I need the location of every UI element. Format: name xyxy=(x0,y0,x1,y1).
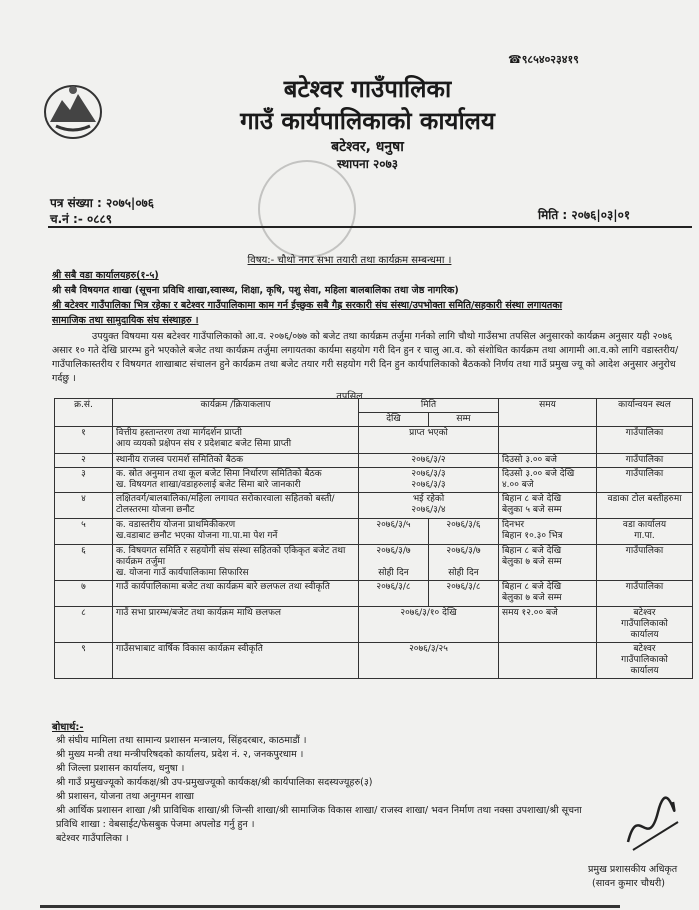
cell-program: गाउँ सभा प्रारम्भ/बजेट तथा कार्यक्रम माथि छलफल xyxy=(113,607,359,643)
table-row xyxy=(55,454,693,468)
office-seal-stamp xyxy=(258,160,356,258)
cc-heading: बोधार्थ:- xyxy=(52,722,84,733)
addressee-4: सामाजिक तथा सामुदायिक संघ संस्थाहरु । xyxy=(52,315,199,326)
cell-date: २०७६/३/१० देखि xyxy=(359,607,499,643)
cell-venue: गाउँपालिका xyxy=(597,581,693,607)
column-header-venue: कार्यान्वयन स्थल xyxy=(597,399,693,427)
cell-venue: बटेश्वर गाउँपालिकाको कार्यालय xyxy=(597,643,693,679)
letter-date: मिति : २०७६|०३|०१ xyxy=(538,208,631,222)
cc-item: बटेश्वर गाउँपालिका । xyxy=(56,833,129,844)
cell-date-from: २०७६/३/८ xyxy=(359,581,429,607)
handwritten-signature xyxy=(618,792,688,862)
addressee-1: श्री सबै वडा कार्यालयहरु(१-५) xyxy=(52,270,159,281)
cc-item: प्रविधि शाखा : वेबसाईट/फेसबुक पेजमा अपलोड गर्नु हुन । xyxy=(56,819,255,830)
cell-date-to: २०७६/३/७ सोही दिन xyxy=(429,545,499,581)
cell-venue: गाउँपालिका xyxy=(597,468,693,493)
table-row xyxy=(55,643,693,679)
cell-sn: १ xyxy=(55,427,113,454)
cell-sn: ४ xyxy=(55,493,113,519)
cell-sn: ७ xyxy=(55,581,113,607)
cell-date-from: २०७६/३/५ xyxy=(359,519,429,545)
table-row xyxy=(55,581,693,607)
letter-body: उपयुक्त विषयमा यस बटेश्वर गाउँपालिकाको आ.व. २०७६/०७७ को बजेट तथा कार्यक्रम तर्जुमा गर्नको लागि चौथो गाउँसभा तपसिल अनुसारको कार्यक्रम अनुसार यही २०७६ असार १० गते देखि प्रारम्भ हुने भएकोले बजेट तथा कार्यक्रम तर्जुमा लगायतका कार्यमा सहयोग गरी दिन हुन र चालु आ.व. को संशोधित कार्यक्रम तथा आगामी आ.व.को लागि वडास्तरीय/गाउँपालिकास्तरीय र विषयगत शाखाबाट संचालन हुने कार्यक्रम तथा बजेट तयार गरी सहयोग गरी दिन हुन कार्यपालिकाको बैठकको निर्णय तथा गाउँ प्रमुख ज्यू को आदेश अनुसार अनुरोध गर्दछु । xyxy=(52,331,679,384)
cell-venue: वडाका टोल बस्तीहरुमा xyxy=(597,493,693,519)
cell-program: लक्षितवर्ग/बालबालिका/महिला लगायत सरोकारवाला सहितको बस्ती/टोलस्तरमा योजना छनौट xyxy=(113,493,359,519)
table-row xyxy=(55,607,693,643)
column-header-from: देखि xyxy=(359,413,429,427)
cc-item: श्री जिल्ला प्रशासन कार्यालय, धनुषा । xyxy=(56,763,185,774)
cell-venue: गाउँपालिका xyxy=(597,427,693,454)
cc-item: श्री मुख्य मन्त्री तथा मन्त्रीपरिषदको कार्यालय, प्रदेश नं. २, जनकपुरधाम । xyxy=(56,749,304,760)
cell-time: दिउसो ३.०० बजे xyxy=(499,454,597,468)
cell-date: भई रहेको २०७६/३/४ xyxy=(359,493,499,519)
cell-time: समय १२.०० बजे xyxy=(499,607,597,643)
table-row xyxy=(55,427,693,454)
table-row xyxy=(55,545,693,581)
cell-venue: गाउँपालिका xyxy=(597,454,693,468)
cell-date-to: २०७६/३/६ xyxy=(429,519,499,545)
column-header-time: समय xyxy=(499,399,597,427)
addressee-2: श्री सबै विषयगत शाखा (सूचना प्रविधि शाखा,स्वास्थ्य, शिक्षा, कृषि, पशु सेवा, महिला बालबालिका तथा जेष्ठ नागरिक) xyxy=(52,285,459,296)
cell-sn: ६ xyxy=(55,545,113,581)
cell-time xyxy=(499,427,597,454)
reference-number: पत्र संख्या : २०७५|०७६ xyxy=(50,196,155,210)
established-year: स्थापना २०७३ xyxy=(337,157,398,171)
subject-line: विषय:- चौथो नगर सभा तयारी तथा कार्यक्रम सम्बन्धमा । xyxy=(247,255,452,266)
signatory-title: प्रमुख प्रशासकीय अधिकृत xyxy=(588,864,678,875)
cell-program: क. विषयगत समिति र सहयोगी संघ संस्था सहितको एकिकृत बजेट तथा कार्यक्रम तर्जुमा ख. योजना गाउँ कार्यपालिकामा सिफारिस xyxy=(113,545,359,581)
phone-number: ☎९८५४०२३४१९ xyxy=(508,53,579,66)
cell-program: क. स्रोत अनुमान तथा कूल बजेट सिमा निर्धारण समितिको बैठक ख. विषयगत शाखा/वडाहरुलाई बजेट सिमा बारे जानकारी xyxy=(113,468,359,493)
column-header-sn: क्र.सं. xyxy=(55,399,113,427)
header-divider xyxy=(48,226,692,228)
cell-time: बिहान ८ बजे देखि बेलुका ७ बजे सम्म xyxy=(499,581,597,607)
cell-time xyxy=(499,643,597,679)
table-row xyxy=(55,468,693,493)
cell-program: वित्तीय हस्तान्तरण तथा मार्गदर्शन प्राप्ती आय व्ययको प्रक्षेपन संघ र प्रदेशबाट बजेट सिमा प्राप्ती xyxy=(113,427,359,454)
office-address: बटेश्वर, धनुषा xyxy=(331,139,404,155)
cell-venue: बटेश्वर गाउँपालिकाको कार्यालय xyxy=(597,607,693,643)
office-name: गाउँ कार्यपालिकाको कार्यालय xyxy=(240,107,495,135)
cell-time: बिहान ८ बजे देखि बेलुका ७ बजे सम्म xyxy=(499,545,597,581)
dispatch-number: च.नं :- ०८८९ xyxy=(50,212,112,226)
schedule-label: तपसिल xyxy=(336,391,363,402)
cell-program: स्थानीय राजस्व परामर्श समितिको बैठक xyxy=(113,454,359,468)
cell-sn: ५ xyxy=(55,519,113,545)
cell-time: दिनभर बिहान १०.३० भित्र xyxy=(499,519,597,545)
column-header-to: सम्म xyxy=(429,413,499,427)
column-header-date: मिति xyxy=(359,399,499,413)
cell-time: बिहान ८ बजे देखि बेलुका ५ बजे सम्म xyxy=(499,493,597,519)
cell-sn: ८ xyxy=(55,607,113,643)
cell-program: गाउँसभाबाट वार्षिक विकास कार्यक्रम स्वीकृति xyxy=(113,643,359,679)
footer-divider xyxy=(40,905,620,908)
cc-item: श्री गाउँ प्रमुखज्यूको कार्यकक्ष/श्री उप-प्रमुखज्यूको कार्यकक्ष/श्री कार्यपालिका सदस्यज्यूहरु(३) xyxy=(56,777,373,788)
cell-date: २०७६/३/२५ xyxy=(359,643,499,679)
cell-date: २०७६/३/२ xyxy=(359,454,499,468)
cell-date: प्राप्त भएको xyxy=(359,427,499,454)
cell-time: दिउसो ३.०० बजे देखि ४.०० बजे xyxy=(499,468,597,493)
organization-name: बटेश्वर गाउँपालिका xyxy=(283,75,452,103)
cell-date-from: २०७६/३/७ सोही दिन xyxy=(359,545,429,581)
cell-sn: ३ xyxy=(55,468,113,493)
table-row xyxy=(55,493,693,519)
cell-sn: २ xyxy=(55,454,113,468)
cell-date-to: २०७६/३/८ xyxy=(429,581,499,607)
cell-date: २०७६/३/३ २०७६/३/३ xyxy=(359,468,499,493)
cell-venue: वडा कार्यालय गा.पा. xyxy=(597,519,693,545)
cc-item: श्री प्रशासन, योजना तथा अनुगमन शाखा xyxy=(56,791,195,802)
addressee-3: श्री बटेश्वर गाउँपालिका भित्र रहेका र बटेश्वर गाउँपालिकामा काम गर्न ईच्छुक सबै गैह्र सरकारी संघ संस्था/उपभोक्ता समिति/सहकारी संस्था लगायतका xyxy=(52,300,563,311)
column-header-program: कार्यक्रम /क्रियाकलाप xyxy=(113,399,359,427)
schedule-table xyxy=(54,398,693,679)
cc-item: श्री आर्थिक प्रशासन शाखा /श्री प्राविधिक शाखा/श्री जिन्सी शाखा/श्री सामाजिक विकास शाखा/ राजस्व शाखा/ भवन निर्माण तथा नक्सा उपशाखा/श्री सूचना xyxy=(56,805,582,816)
cc-item: श्री संघीय मामिला तथा सामान्य प्रशासन मन्त्रालय, सिंहदरबार, काठमाडौं । xyxy=(56,735,307,746)
cell-program: क. वडास्तरीय योजना प्राथमिकीकरण ख.वडाबाट छनौट भएका योजना गा.पा.मा पेश गर्ने xyxy=(113,519,359,545)
cell-program: गाउँ कार्यपालिकामा बजेट तथा कार्यक्रम बारे छलफल तथा स्वीकृति xyxy=(113,581,359,607)
table-row xyxy=(55,519,693,545)
cell-venue: गाउँपालिका xyxy=(597,545,693,581)
cell-sn: ९ xyxy=(55,643,113,679)
signatory-name: (सावन कुमार चौधरी) xyxy=(592,878,665,889)
